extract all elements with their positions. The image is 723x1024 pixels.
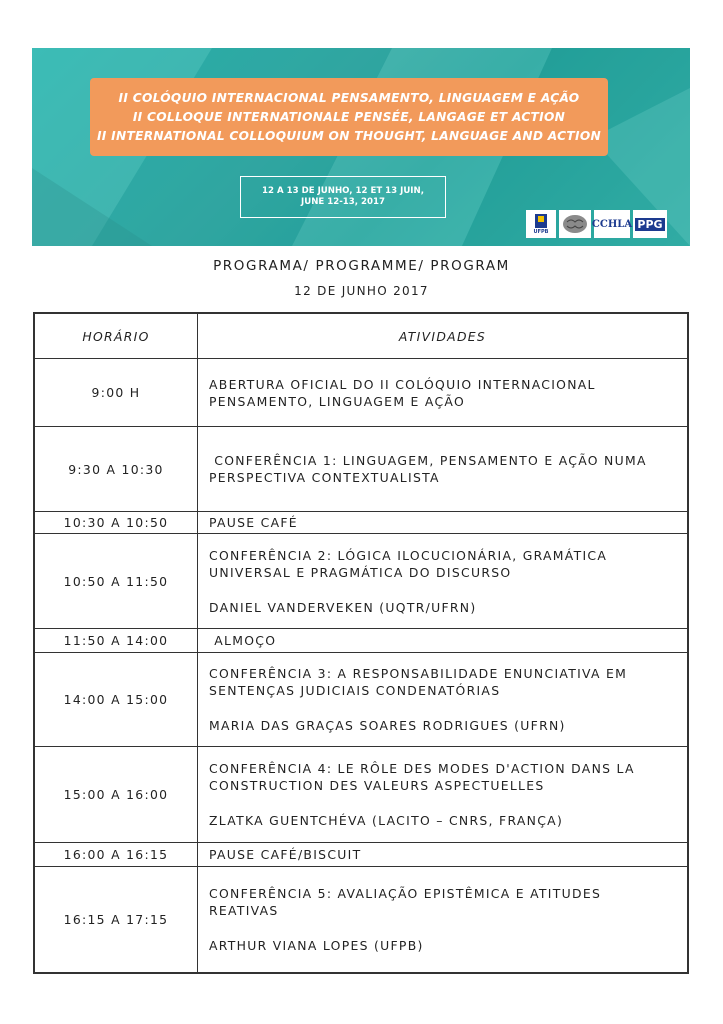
table-header-row [34, 313, 688, 359]
schedule-table [33, 312, 689, 974]
activity-line: CONSTRUCTION DES VALEURS ASPECTUELLES [209, 778, 545, 793]
date-line-2: JUNE 12-13, 2017 [301, 197, 385, 207]
speaker-name: MARIA DAS GRAÇAS SOARES RODRIGUES (UFRN) [209, 718, 566, 733]
activity-line: CONFERÊNCIA 2: LÓGICA ILOCUCIONÁRIA, GRAMÁTICA [209, 547, 608, 563]
table-row [34, 359, 688, 427]
activity-line: SENTENÇAS JUDICIAIS CONDENATÓRIAS [209, 683, 501, 698]
title-line-fr: II COLLOQUE INTERNATIONALE PENSÉE, LANGAGE ET ACTION [132, 109, 566, 124]
table-row [34, 867, 688, 973]
program-date: 12 DE JUNHO 2017 [294, 284, 429, 298]
row-time: 16:15 A 17:15 [34, 867, 198, 973]
table-row [34, 427, 688, 512]
activity-line: PAUSE CAFÉ/BISCUIT [209, 847, 362, 862]
table-row [34, 653, 688, 747]
activity-line: ABERTURA OFICIAL DO II COLÓQUIO INTERNACIONAL [209, 376, 596, 392]
row-activity [198, 747, 689, 843]
institution-logos [526, 208, 667, 238]
activity-line: PENSAMENTO, LINGUAGEM E AÇÃO [209, 393, 466, 409]
cchla-logo [591, 210, 633, 238]
activity-line: CONFERÊNCIA 5: AVALIAÇÃO EPISTÊMICA E ATITUDES [209, 885, 602, 901]
ufpb-logo [526, 210, 556, 238]
row-activity [198, 629, 689, 653]
activity-line: REATIVAS [209, 902, 279, 918]
activity-line: CONFERÊNCIA 3: A RESPONSABILIDADE ENUNCIATIVA EM [209, 666, 628, 681]
row-time: 15:00 A 16:00 [34, 747, 198, 843]
row-time: 11:50 A 14:00 [34, 629, 198, 653]
ppg-logo [633, 210, 667, 238]
table-row [34, 629, 688, 653]
row-activity [198, 653, 689, 747]
title-line-pt: II COLÓQUIO INTERNACIONAL PENSAMENTO, LINGUAGEM E AÇÃO [118, 90, 580, 105]
ufpb-emblem-icon [534, 213, 548, 229]
activity-line: ALMOÇO [209, 633, 277, 648]
row-time: 9:30 A 10:30 [34, 427, 198, 512]
title-line-en: II INTERNATIONAL COLLOQUIUM ON THOUGHT, LANGUAGE AND ACTION [96, 128, 602, 143]
header-banner [32, 48, 690, 246]
row-activity [198, 534, 689, 629]
date-line-1: 12 A 13 DE JUNHO, 12 ET 13 JUIN, [262, 186, 424, 196]
table-row [34, 843, 688, 867]
table-row [34, 534, 688, 629]
row-activity [198, 843, 689, 867]
header-activities: ATIVIDADES [198, 313, 689, 359]
row-time: 16:00 A 16:15 [34, 843, 198, 867]
table-row [34, 747, 688, 843]
row-activity [198, 867, 689, 973]
activity-line: PERSPECTIVA CONTEXTUALISTA [209, 470, 440, 485]
brain-logo [559, 210, 591, 238]
row-time: 10:50 A 11:50 [34, 534, 198, 629]
row-time: 10:30 A 10:50 [34, 512, 198, 534]
speaker-name: ZLATKA GUENTCHÉVA (LACITO – CNRS, FRANÇA) [209, 813, 564, 828]
row-activity [198, 359, 689, 427]
cchla-logo-text: CCHLA [591, 218, 633, 230]
ufpb-logo-label: UFPB [533, 229, 549, 235]
speaker-name: DANIEL VANDERVEKEN (UQTR/UFRN) [209, 599, 477, 615]
brain-icon [561, 213, 589, 235]
colloquium-title-box [90, 78, 608, 156]
program-title: PROGRAMA/ PROGRAMME/ PROGRAM [213, 258, 510, 274]
event-dates-box [240, 176, 446, 218]
activity-line: UNIVERSAL E PRAGMÁTICA DO DISCURSO [209, 564, 512, 580]
activity-line: CONFERÊNCIA 4: LE RÔLE DES MODES D'ACTION DANS LA [209, 761, 635, 776]
header-time: HORÁRIO [34, 313, 198, 359]
speaker-name: ARTHUR VIANA LOPES (UFPB) [209, 937, 424, 953]
row-activity [198, 512, 689, 534]
row-activity [198, 427, 689, 512]
row-time: 14:00 A 15:00 [34, 653, 198, 747]
ppg-logo-text: PPG [637, 217, 663, 231]
table-row [34, 512, 688, 534]
row-time: 9:00 H [34, 359, 198, 427]
activity-line: PAUSE CAFÉ [209, 515, 298, 530]
activity-line: CONFERÊNCIA 1: LINGUAGEM, PENSAMENTO E AÇÃO NUMA [209, 453, 647, 468]
